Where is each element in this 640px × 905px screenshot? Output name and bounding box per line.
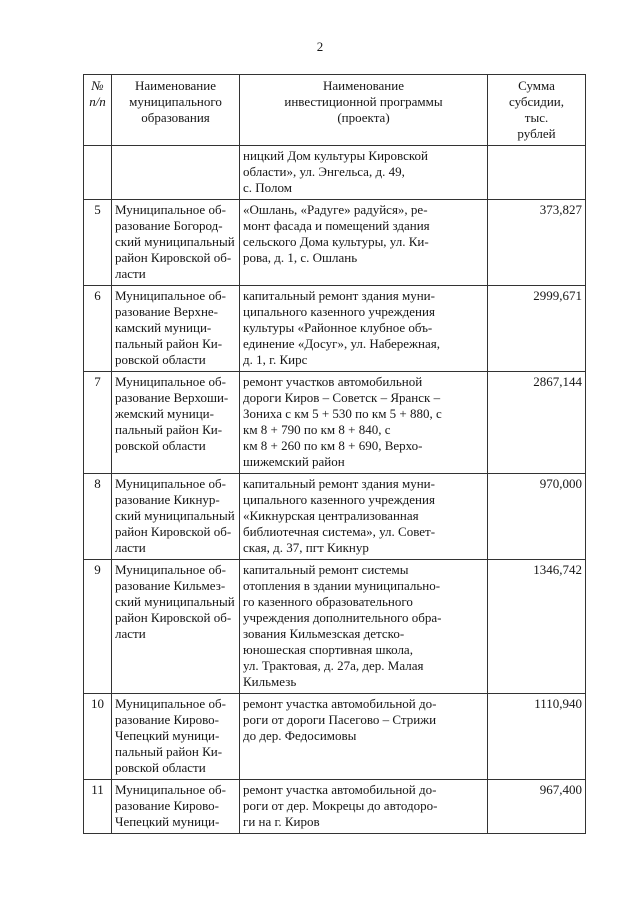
table-row bbox=[84, 200, 586, 286]
row-num: 8 bbox=[84, 474, 112, 560]
row-num: 11 bbox=[84, 780, 112, 834]
row-num: 6 bbox=[84, 286, 112, 372]
row-num: 7 bbox=[84, 372, 112, 474]
page-number: 2 bbox=[316, 39, 324, 54]
header-row bbox=[84, 75, 586, 146]
row-num: 9 bbox=[84, 560, 112, 694]
row-sum: 967,400 bbox=[488, 780, 586, 834]
table-row bbox=[84, 372, 586, 474]
row-municipality: Муниципальное об- разование Кирово- Чепецкий муници- bbox=[112, 780, 240, 834]
row-sum: 373,827 bbox=[488, 200, 586, 286]
row-program: капитальный ремонт системы отопления в здании муниципально- го казенного образовательного учреждения дополнительного обра- зования Кильмезская детско- юношеская спортивная школа, ул. Трактовая, д. 27а, дер. Малая Кильмезь bbox=[240, 560, 488, 694]
table-row bbox=[84, 286, 586, 372]
header-sum: Сумма субсидии, тыс. рублей bbox=[488, 75, 586, 146]
row-sum: 2867,144 bbox=[488, 372, 586, 474]
row-municipality: Муниципальное об- разование Кикнур- ский муниципальный район Кировской об- ласти bbox=[112, 474, 240, 560]
row-sum: 1110,940 bbox=[488, 694, 586, 780]
row-sum bbox=[488, 146, 586, 200]
row-program: капитальный ремонт здания муни- ципального казенного учреждения культуры «Районное клубное объ- единение «Досуг», ул. Набережная, д. 1, г. Кирс bbox=[240, 286, 488, 372]
row-program: ремонт участка автомобильной до- роги от дороги Пасегово – Стрижи до дер. Федосимовы bbox=[240, 694, 488, 780]
row-sum: 970,000 bbox=[488, 474, 586, 560]
table-row bbox=[84, 474, 586, 560]
row-municipality bbox=[112, 146, 240, 200]
header-program: Наименование инвестиционной программы (проекта) bbox=[240, 75, 488, 146]
table-row bbox=[84, 780, 586, 834]
row-sum: 1346,742 bbox=[488, 560, 586, 694]
row-num: 10 bbox=[84, 694, 112, 780]
row-municipality: Муниципальное об- разование Богород- ский муниципальный район Кировской об- ласти bbox=[112, 200, 240, 286]
table-body bbox=[84, 146, 586, 834]
row-municipality: Муниципальное об- разование Верхоши- жемский муници- пальный район Ки- ровской области bbox=[112, 372, 240, 474]
row-program: ницкий Дом культуры Кировской области», ул. Энгельса, д. 49, с. Полом bbox=[240, 146, 488, 200]
header-municipality: Наименование муниципального образования bbox=[112, 75, 240, 146]
subsidy-table bbox=[83, 74, 586, 834]
row-municipality: Муниципальное об- разование Кильмез- ский муниципальный район Кировской об- ласти bbox=[112, 560, 240, 694]
table-row bbox=[84, 146, 586, 200]
table-row bbox=[84, 694, 586, 780]
row-program: «Ошлань, «Радуге» радуйся», ре- монт фасада и помещений здания сельского Дома культуры, ул. Ки- рова, д. 1, с. Ошлань bbox=[240, 200, 488, 286]
table-header bbox=[84, 75, 586, 146]
table-row bbox=[84, 560, 586, 694]
row-program: капитальный ремонт здания муни- ципального казенного учреждения «Кикнурская централизованная библиотечная система», ул. Совет- ская, д. 37, пгт Кикнур bbox=[240, 474, 488, 560]
row-num: 5 bbox=[84, 200, 112, 286]
row-program: ремонт участков автомобильной дороги Киров – Советск – Яранск – Зониха с км 5 + 530 по км 5 + 880, с км 8 + 790 по км 8 + 840, с км 8 + 260 по км 8 + 690, Верхо- шижемский район bbox=[240, 372, 488, 474]
row-num bbox=[84, 146, 112, 200]
row-program: ремонт участка автомобильной до- роги от дер. Мокрецы до автодоро- ги на г. Киров bbox=[240, 780, 488, 834]
row-municipality: Муниципальное об- разование Кирово- Чепецкий муници- пальный район Ки- ровской области bbox=[112, 694, 240, 780]
row-sum: 2999,671 bbox=[488, 286, 586, 372]
header-num: № п/п bbox=[84, 75, 112, 146]
row-municipality: Муниципальное об- разование Верхне- камский муници- пальный район Ки- ровской области bbox=[112, 286, 240, 372]
